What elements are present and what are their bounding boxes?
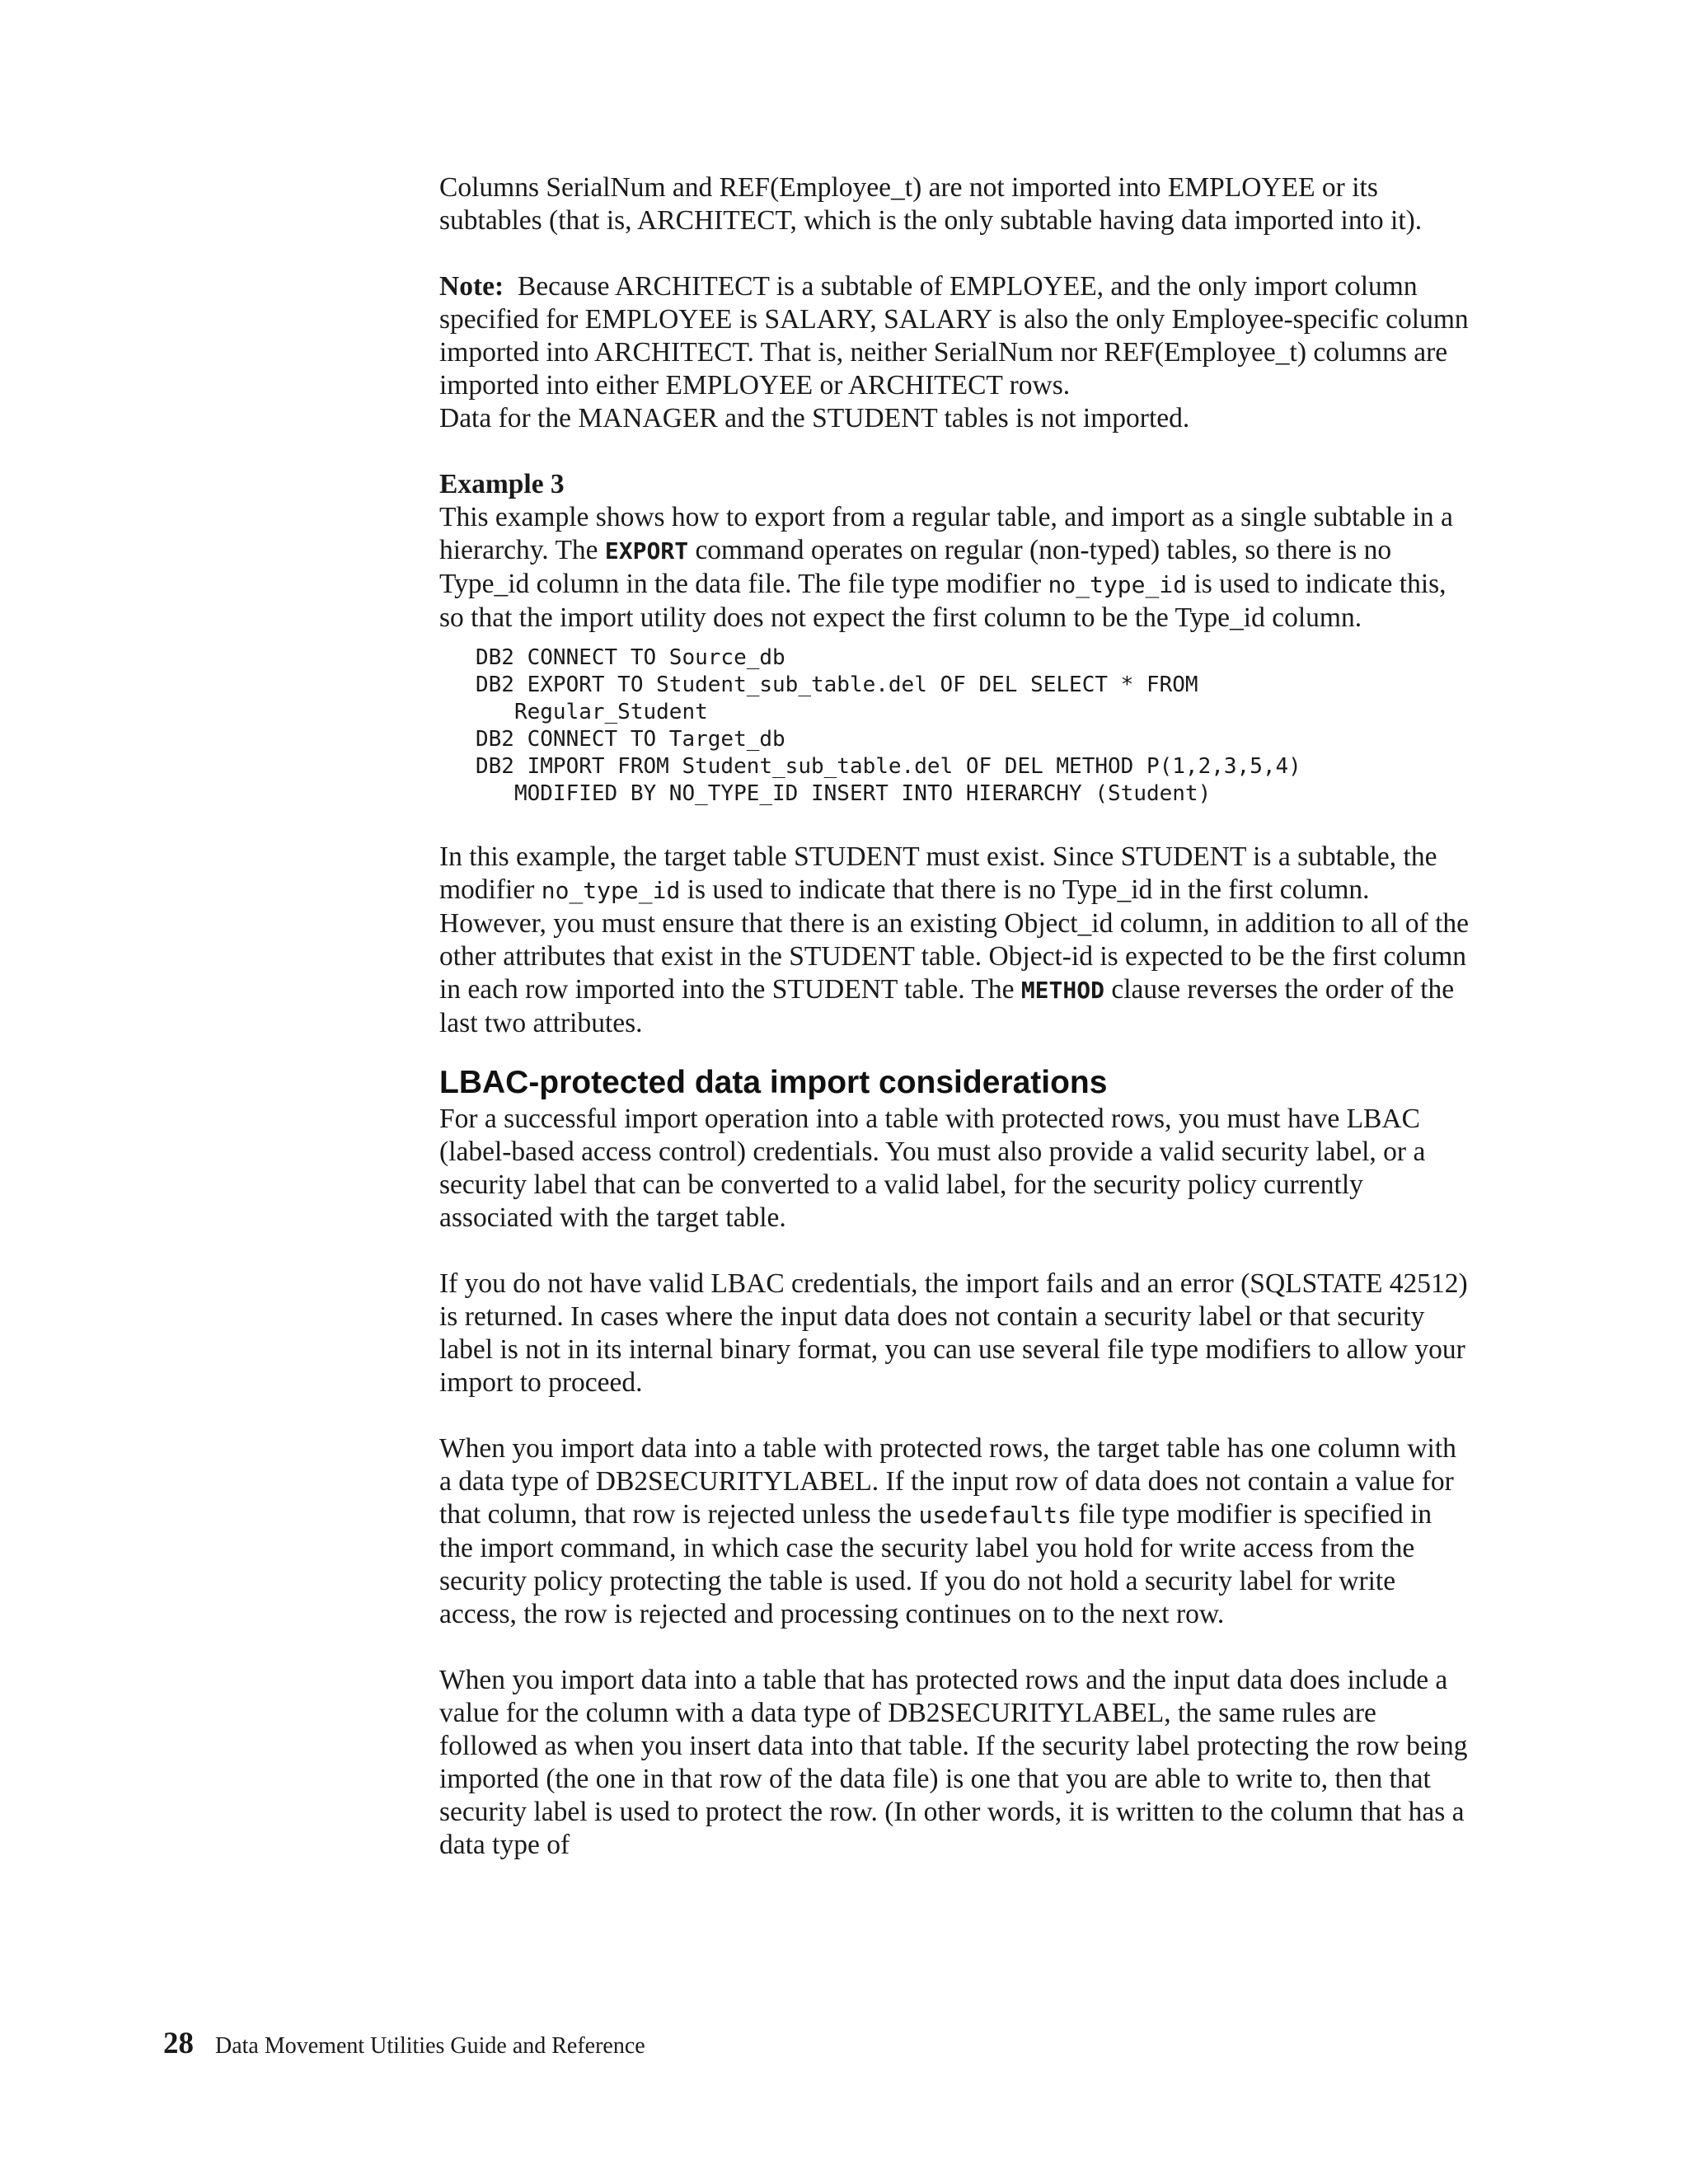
example-3-heading: Example 3 bbox=[439, 469, 565, 499]
ex3-text-b: command operates on regular (non-typed) tables, so there is no Type_id column in the data file. The file type modifier bbox=[439, 535, 1392, 599]
ex3-text-a: This example shows how to export from a regular table, and import as a single subtable in a hierarchy. The bbox=[439, 502, 1453, 565]
lbac-3-text-b: file type modifier is specified in the import command, in which case the security label you hold for write access from the security policy protecting the table is used. If you do not hold a security label for write access, the row is rejected and processing continues on to the next row. bbox=[439, 1499, 1432, 1629]
page-body bbox=[439, 171, 1470, 1862]
lbac-paragraph-1: For a successful import operation into a table with protected rows, you must have LBAC (label-based access control) credentials. You must also provide a valid security label, or a security label that can be converted to a valid label, for the security policy currently associated with the target table. bbox=[439, 1104, 1426, 1233]
paragraph-manager-student: Data for the MANAGER and the STUDENT tables is not imported. bbox=[439, 403, 1190, 434]
example-explanation bbox=[439, 841, 1470, 1040]
lbac-paragraph-2: If you do not have valid LBAC credentials, the import fails and an error (SQLSTATE 42512) is returned. In cases where the input data does not contain a security label or that security label is not in its internal binary format, you can use several file type modifiers to allow your import to proceed. bbox=[439, 1268, 1468, 1398]
ex3-text-c: is used to indicate this, so that the import utility does not expect the first column to be the Type_id column. bbox=[439, 569, 1447, 633]
lbac-3-text-a: When you import data into a table with protected rows, the target table has one column with a data type of DB2SECURITYLABEL. If the input row of data does not contain a value for that column, that row is rejected unless the bbox=[439, 1433, 1456, 1530]
export-keyword: EXPORT bbox=[604, 537, 689, 565]
no-type-id-modifier-2: no_type_id bbox=[541, 877, 681, 904]
lbac-paragraph-3 bbox=[439, 1432, 1470, 1631]
after-text-c: clause reverses the order of the last two attributes. bbox=[439, 974, 1455, 1038]
page-footer bbox=[163, 2026, 645, 2061]
method-keyword: METHOD bbox=[1020, 977, 1104, 1004]
page-number: 28 bbox=[163, 2027, 194, 2060]
no-type-id-modifier: no_type_id bbox=[1048, 571, 1188, 598]
paragraph-columns-not-imported: Columns SerialNum and REF(Employee_t) are not imported into EMPLOYEE or its subtables (that is, ARCHITECT, which is the only subtable having data imported into it). bbox=[439, 172, 1423, 236]
lbac-section-heading: LBAC-protected data import considerations bbox=[439, 1065, 1108, 1100]
after-text-b: is used to indicate that there is no Type_id in the first column. However, you must ensure that there is an existing Object_id column, in addition to all of the other attributes that exist in the STUDENT table. Object-id is expected to be the first column in each row imported into the STUDENT table. The bbox=[439, 874, 1470, 1005]
note-text: Because ARCHITECT is a subtable of EMPLOYEE, and the only import column specified for EMPLOYEE is SALARY, SALARY is also the only Employee-specific column imported into ARCHITECT. That is, neither SerialNum nor REF(Employee_t) columns are imported into either EMPLOYEE or ARCHITECT rows. bbox=[439, 271, 1469, 401]
note-label: Note: bbox=[439, 271, 504, 302]
note-paragraph bbox=[439, 270, 1470, 402]
after-text-a: In this example, the target table STUDENT must exist. Since STUDENT is a subtable, the modifier bbox=[439, 841, 1437, 905]
code-example: DB2 CONNECT TO Source_db DB2 EXPORT TO Student_sub_table.del OF DEL SELECT * FROM Regular_Student DB2 CONNECT TO Target_db DB2 IMPORT FROM Student_sub_table.del OF DEL METHOD P(1,2,3,5,4) MODIFIED BY NO_TYPE_ID INSERT INTO HIERARCHY (Student) bbox=[476, 645, 1301, 806]
book-title: Data Movement Utilities Guide and Reference bbox=[215, 2033, 645, 2059]
usedefaults-modifier: usedefaults bbox=[918, 1502, 1071, 1529]
lbac-paragraph-4: When you import data into a table that has protected rows and the input data does include a value for the column with a data type of DB2SECURITYLABEL, the same rules are followed as when you insert data into that table. If the security label protecting the row being imported (the one in that row of the data file) is one that you are able to write to, then that security label is used to protect the row. (In other words, it is written to the column that has a data type of bbox=[439, 1665, 1468, 1860]
example-3-description bbox=[439, 501, 1470, 635]
